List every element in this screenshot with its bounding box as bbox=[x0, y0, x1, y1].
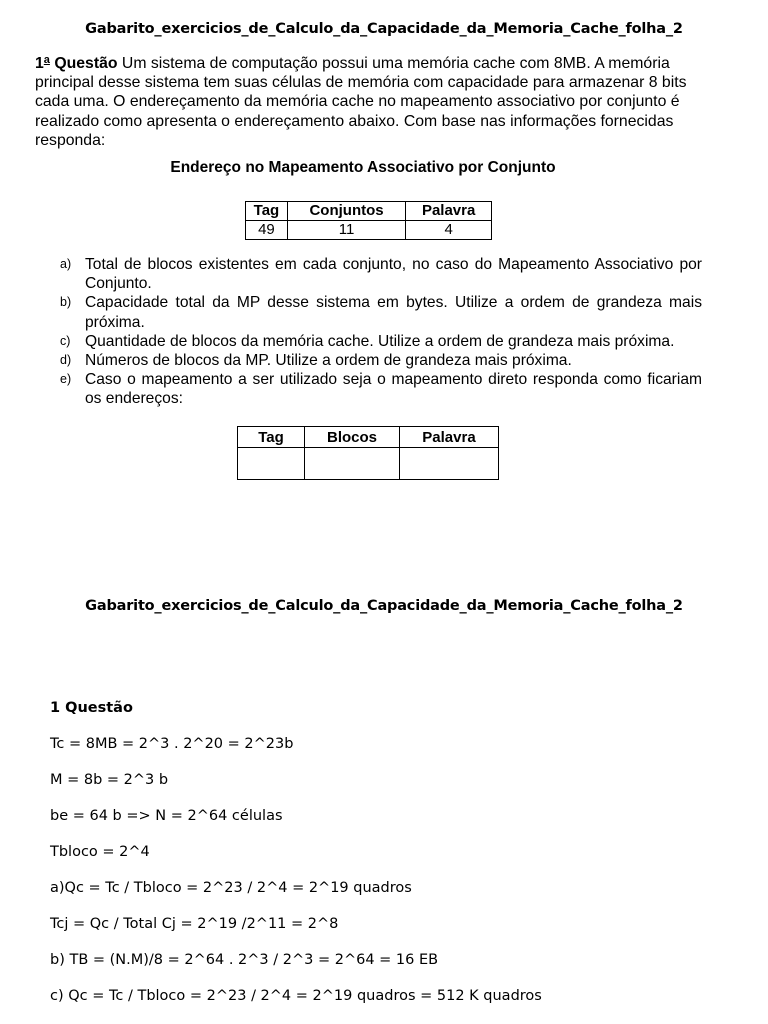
address-value-word: 4 bbox=[406, 221, 492, 240]
question-label-text: Questão bbox=[54, 55, 118, 72]
direct-table-header-row bbox=[238, 427, 499, 448]
direct-header-blocks: Blocos bbox=[305, 427, 400, 448]
item-label: a) bbox=[60, 257, 72, 271]
question-label bbox=[35, 55, 118, 72]
address-value-tag: 49 bbox=[246, 221, 288, 240]
item-label: d) bbox=[60, 353, 72, 368]
answer-section bbox=[50, 700, 542, 1024]
answer-title: Gabarito_exercicios_de_Calculo_da_Capacidade_da_Memoria_Cache_folha_2 bbox=[85, 598, 683, 614]
item-text: Capacidade total da MP desse sistema em bytes. Utilize a ordem de grandeza mais próxima. bbox=[85, 294, 702, 331]
direct-cell-blocks bbox=[305, 448, 400, 480]
address-table-value-row bbox=[246, 221, 492, 240]
list-item bbox=[60, 370, 702, 408]
answer-line: Tc = 8MB = 2^3 . 2^20 = 2^23b bbox=[50, 736, 294, 752]
answer-line: be = 64 b => N = 2^64 células bbox=[50, 808, 283, 824]
address-header-word: Palavra bbox=[406, 202, 492, 221]
direct-mapping-table bbox=[237, 426, 499, 480]
list-item bbox=[60, 332, 702, 351]
question-text: Um sistema de computação possui uma memória cache com 8MB. A memória principal desse sistema tem suas células de memória com capacidade para armazenar 8 bits cada uma. O endereçamento da memória cache no mapeamento associativo por conjunto é realizado como apresenta o endereçamento abaixo. Com base nas informações fornecidas responda: bbox=[35, 55, 687, 149]
item-text: Total de blocos existentes em cada conjunto, no caso do Mapeamento Associativo por Conjunto. bbox=[85, 256, 702, 293]
question-items bbox=[60, 255, 702, 409]
address-table bbox=[245, 201, 492, 240]
answer-line: a)Qc = Tc / Tbloco = 2^23 / 2^4 = 2^19 quadros bbox=[50, 880, 412, 896]
address-table-heading: Endereço no Mapeamento Associativo por Conjunto bbox=[170, 159, 556, 176]
document-title: Gabarito_exercicios_de_Calculo_da_Capacidade_da_Memoria_Cache_folha_2 bbox=[85, 21, 683, 37]
list-item bbox=[60, 293, 702, 331]
answer-line: Tcj = Qc / Total Cj = 2^19 /2^11 = 2^8 bbox=[50, 916, 339, 932]
answer-heading: 1 Questão bbox=[50, 700, 133, 716]
address-header-tag: Tag bbox=[246, 202, 288, 221]
answer-line: Tbloco = 2^4 bbox=[50, 844, 150, 860]
direct-cell-tag bbox=[238, 448, 305, 480]
answer-line: c) Qc = Tc / Tbloco = 2^23 / 2^4 = 2^19 quadros = 512 K quadros bbox=[50, 988, 542, 1004]
address-value-sets: 11 bbox=[287, 221, 405, 240]
direct-cell-word bbox=[400, 448, 499, 480]
direct-header-tag: Tag bbox=[238, 427, 305, 448]
direct-header-word: Palavra bbox=[400, 427, 499, 448]
answer-line: M = 8b = 2^3 b bbox=[50, 772, 169, 788]
item-text: Quantidade de blocos da memória cache. Utilize a ordem de grandeza mais próxima. bbox=[85, 332, 675, 350]
question-ordinal: a bbox=[43, 54, 50, 66]
item-text: Caso o mapeamento a ser utilizado seja o mapeamento direto responda como ficariam os endereços: bbox=[85, 371, 702, 408]
item-label: e) bbox=[60, 372, 72, 387]
item-label: c) bbox=[60, 333, 71, 348]
list-item bbox=[60, 351, 702, 370]
address-table-header-row bbox=[246, 202, 492, 221]
address-header-sets: Conjuntos bbox=[287, 202, 405, 221]
item-text: Números de blocos da MP. Utilize a ordem de grandeza mais próxima. bbox=[85, 352, 572, 370]
question-statement bbox=[35, 51, 703, 150]
item-label: b) bbox=[60, 295, 72, 310]
list-item bbox=[60, 255, 702, 293]
answer-line: b) TB = (N.M)/8 = 2^64 . 2^3 / 2^3 = 2^64 = 16 EB bbox=[50, 952, 439, 968]
question-number: 1 bbox=[35, 55, 44, 72]
direct-table-empty-row bbox=[238, 448, 499, 480]
